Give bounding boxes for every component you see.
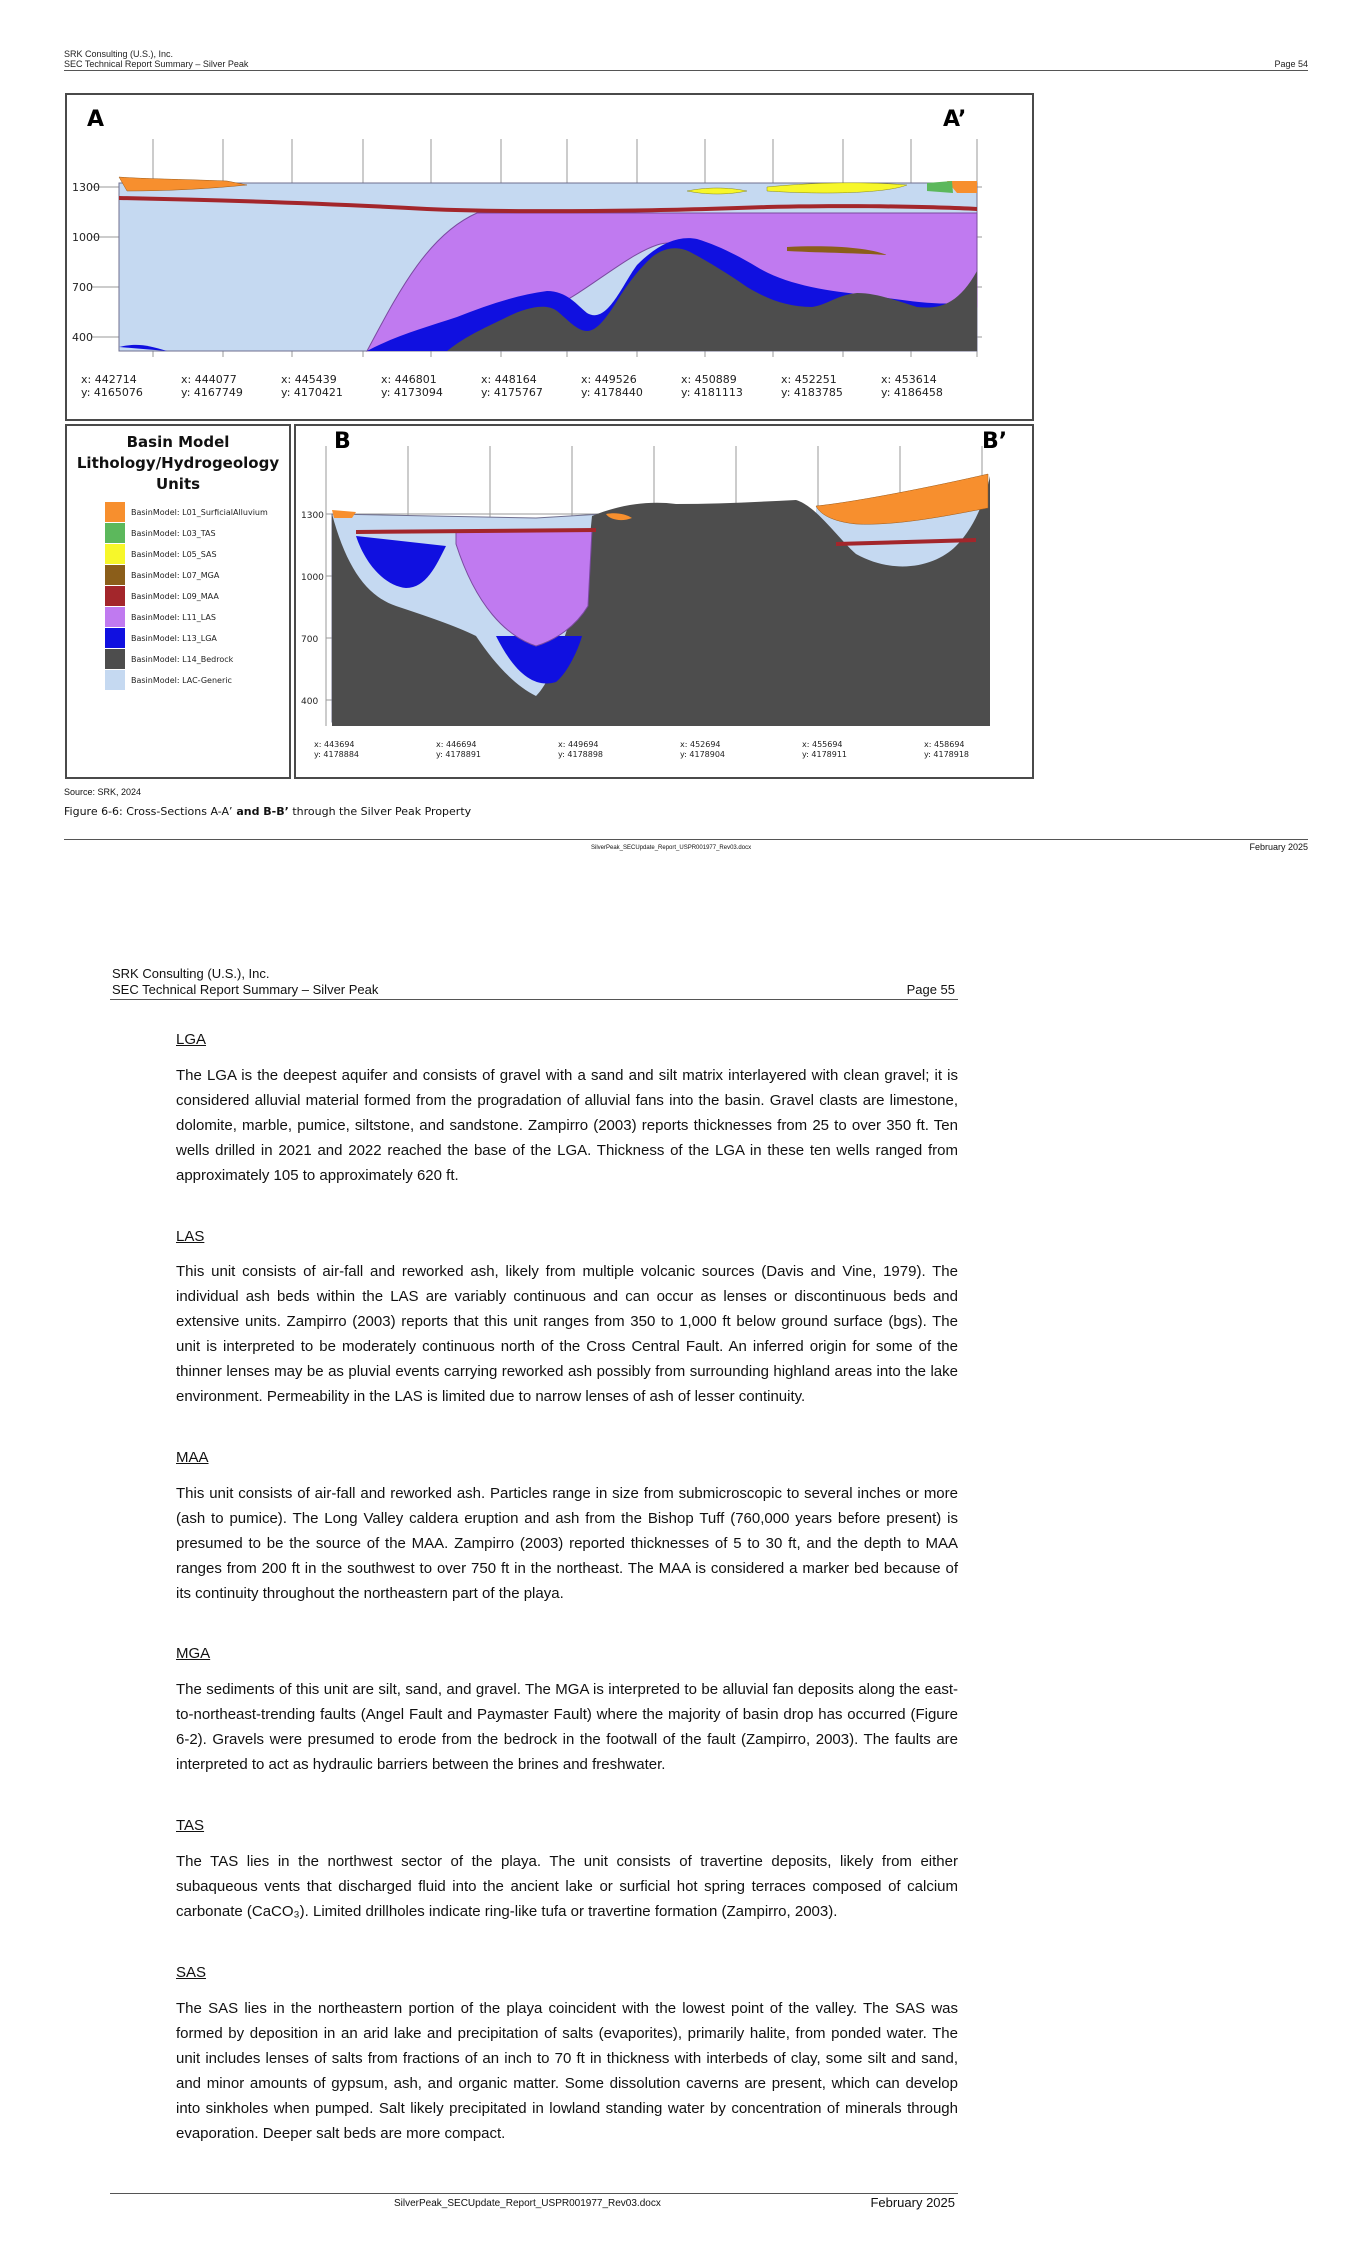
a-coord-y-3: y: 4173094 <box>381 386 443 399</box>
a-coord-x-6: x: 450889 <box>681 373 737 386</box>
a-ytick-1000: 1000 <box>72 231 100 244</box>
p55-page-number: Page 55 <box>906 982 955 997</box>
legend-item <box>105 523 216 543</box>
legend-swatch <box>105 607 125 627</box>
a-coord-y-2: y: 4170421 <box>281 386 343 399</box>
b-ytick-1300: 1300 <box>301 511 324 521</box>
section-title-lga: LGA <box>176 1031 207 1048</box>
section-title-sas: SAS <box>176 1964 207 1981</box>
legend-label: BasinModel: L09_MAA <box>131 591 219 601</box>
legend-item <box>105 670 232 690</box>
section-b-start-label: B <box>334 429 351 454</box>
b-coord-x-4: x: 455694 <box>802 740 843 749</box>
b-coord-x-1: x: 446694 <box>436 740 477 749</box>
legend-swatch <box>105 544 125 564</box>
legend-item <box>105 565 219 585</box>
legend-label: BasinModel: L05_SAS <box>131 549 217 559</box>
legend-swatch <box>105 649 125 669</box>
p54-header-company: SRK Consulting (U.S.), Inc. <box>64 49 174 59</box>
paragraph-lga: The LGA is the deepest aquifer and consists of gravel with a sand and silt matrix interlayered with clean gravel; it is considered alluvial material formed from the progradation of alluvial fans into the basin. Gravel clasts are limestone, dolomite, marble, pumice, siltstone, and sandstone. Zampirro (2003) reports thicknesses from 25 to over 350 ft. Ten wells drilled in 2021 and 2022 reached the base of the LGA. Thickness of the LGA in these ten wells ranged from approximately 105 to approximately 620 ft. <box>176 1067 958 1184</box>
cross-section-b-chart <box>296 426 1032 777</box>
b-coord-x-5: x: 458694 <box>924 740 965 749</box>
caption-suffix: through the Silver Peak Property <box>288 805 472 818</box>
p54-header-rule <box>64 70 1308 71</box>
legend-item <box>105 544 217 564</box>
a-coord-x-8: x: 453614 <box>881 373 937 386</box>
legend-title-line1: Basin Model <box>126 433 230 451</box>
a-coord-x-4: x: 448164 <box>481 373 537 386</box>
p54-footer-file: SilverPeak_SECUpdate_Report_USPR001977_Rev03.docx <box>591 845 752 851</box>
a-coord-x-1: x: 444077 <box>181 373 237 386</box>
legend-swatch <box>105 670 125 690</box>
p55-header-report: SEC Technical Report Summary – Silver Peak <box>112 982 379 997</box>
paragraph-maa: This unit consists of air-fall and reworked ash. Particles range in size from submicroscopic to several inches or more (ash to pumice). The Long Valley caldera eruption and ash from the Bishop Tuff (760,000 years before present) is presumed to be the source of the MAA. Zampirro (2003) reported thicknesses of 5 to 30 ft, and the depth to MAA ranges from 200 ft in the southwest to over 750 ft in the northeast. The MAA is considered a marker bed because of its continuity throughout the northeastern part of the playa. <box>176 1485 958 1602</box>
b-coord-x-3: x: 452694 <box>680 740 721 749</box>
legend-swatch <box>105 523 125 543</box>
a-coord-y-5: y: 4178440 <box>581 386 643 399</box>
legend-item <box>105 649 233 669</box>
section-a-end-label: A’ <box>943 107 967 132</box>
b-ytick-400: 400 <box>301 697 319 707</box>
a-coord-x-7: x: 452251 <box>781 373 837 386</box>
paragraph-tas: The TAS lies in the northwest sector of the playa. The unit consists of travertine deposits, likely from either subaqueous vents that discharged fluid into the ancient lake or surficial hot spring terraces composed of calcium carbonate (CaCO₃). Limited drillholes indicate ring-like tufa or travertine formation (Zampirro, 2003). <box>176 1853 958 1920</box>
legend-item <box>105 607 216 627</box>
legend-label: BasinModel: L01_SurficialAlluvium <box>131 507 268 517</box>
b-coord-x-0: x: 443694 <box>314 740 355 749</box>
section-title-tas: TAS <box>176 1817 205 1834</box>
cross-section-a-chart <box>67 95 1032 419</box>
p55-footer-rule <box>110 2193 958 2194</box>
p55-header-rule <box>110 999 958 1000</box>
caption-bold: and B-B’ <box>232 805 289 818</box>
a-coord-y-0: y: 4165076 <box>81 386 143 399</box>
caption-prefix: Figure 6-6: Cross-Sections A-A’ <box>64 805 233 818</box>
p54-header-report: SEC Technical Report Summary – Silver Peak <box>64 59 249 69</box>
a-coord-y-6: y: 4181113 <box>681 386 743 399</box>
legend-swatch <box>105 628 125 648</box>
a-coord-y-8: y: 4186458 <box>881 386 943 399</box>
b-coord-y-2: y: 4178898 <box>558 750 604 759</box>
cross-section-b <box>294 424 1034 779</box>
p55-header-company: SRK Consulting (U.S.), Inc. <box>112 966 270 981</box>
a-ytick-700: 700 <box>72 281 93 294</box>
legend-item <box>105 586 219 606</box>
a-coord-x-0: x: 442714 <box>81 373 137 386</box>
a-ytick-1300: 1300 <box>72 181 100 194</box>
legend-label: BasinModel: L13_LGA <box>131 633 217 643</box>
p54-footer-rule <box>64 839 1308 840</box>
a-coord-x-5: x: 449526 <box>581 373 637 386</box>
b-coord-y-0: y: 4178884 <box>314 750 360 759</box>
legend-swatch <box>105 565 125 585</box>
b-coord-y-5: y: 4178918 <box>924 750 970 759</box>
legend-label: BasinModel: L03_TAS <box>131 528 216 538</box>
a-coord-y-1: y: 4167749 <box>181 386 243 399</box>
a-ytick-400: 400 <box>72 331 93 344</box>
section-a-start-label: A <box>87 107 105 132</box>
paragraph-las: This unit consists of air-fall and reworked ash, likely from multiple volcanic sources (Davis and Vine, 1979). The individual ash beds within the LAS are variably continuous and can occur as lenses or discontinuous beds and extensive units. Zampirro (2003) reports that this unit ranges from 350 to 1,000 ft below ground surface (bgs). The unit is interpreted to be moderately continuous north of the Cross Central Fault. An inferred origin for some of the thinner lenses may be as pluvial events carrying reworked ash possibly from surrounding highland areas into the lake environment. Permeability in the LAS is limited due to narrow lenses of ash of lesser continuity. <box>176 1263 958 1405</box>
p54-footer-date: February 2025 <box>1249 842 1308 852</box>
p55-footer-date: February 2025 <box>870 2195 955 2210</box>
b-coord-y-3: y: 4178904 <box>680 750 726 759</box>
a-coord-y-7: y: 4183785 <box>781 386 843 399</box>
legend-panel <box>65 424 291 779</box>
section-title-las: LAS <box>176 1228 205 1245</box>
legend-swatch <box>105 586 125 606</box>
p54-page-number: Page 54 <box>1274 59 1308 69</box>
legend-title-line2: Lithology/Hydrogeology Units <box>76 454 280 493</box>
p55-footer-file: SilverPeak_SECUpdate_Report_USPR001977_Rev03.docx <box>394 2198 661 2209</box>
legend-label: BasinModel: L07_MGA <box>131 570 220 580</box>
a-coord-x-2: x: 445439 <box>281 373 337 386</box>
paragraph-sas: The SAS lies in the northeastern portion of the playa coincident with the lowest point of the valley. The SAS was formed by deposition in an arid lake and precipitation of salts (evaporites), primarily halite, from ponded water. The unit includes lenses of salts from fractions of an inch to 70 ft in thickness with interbeds of clay, some silt and sand, and minor amounts of gypsum, ash, and organic matter. Some dissolution caverns are present, which can develop into sinkholes when pumped. Salt likely precipitated in lowland standing water by concentration of minerals through evaporation. Deeper salt beds are more compact. <box>176 2000 958 2142</box>
b-coord-y-4: y: 4178911 <box>802 750 848 759</box>
cross-section-a <box>65 93 1034 421</box>
b-ytick-700: 700 <box>301 635 319 645</box>
b-coord-x-2: x: 449694 <box>558 740 599 749</box>
section-title-maa: MAA <box>176 1449 209 1466</box>
legend-label: BasinModel: L14_Bedrock <box>131 654 234 664</box>
legend-item <box>105 628 217 648</box>
legend-label: BasinModel: LAC-Generic <box>131 675 232 685</box>
paragraph-mga: The sediments of this unit are silt, sand, and gravel. The MGA is interpreted to be alluvial fan deposits along the east-to-northeast-trending faults (Angel Fault and Paymaster Fault) where the majority of basin drop has occurred (Figure 6-2). Gravels were presumed to erode from the bedrock in the footwall of the fault (Zampirro, 2003). The faults are interpreted to act as hydraulic barriers between the brines and freshwater. <box>176 1681 958 1773</box>
figure-source: Source: SRK, 2024 <box>64 787 142 797</box>
a-coord-x-3: x: 446801 <box>381 373 437 386</box>
a-coord-y-4: y: 4175767 <box>481 386 543 399</box>
legend-item <box>105 502 268 522</box>
b-ytick-1000: 1000 <box>301 573 324 583</box>
figure-caption <box>64 805 471 818</box>
legend-label: BasinModel: L11_LAS <box>131 612 216 622</box>
b-coord-y-1: y: 4178891 <box>436 750 482 759</box>
section-b-end-label: B’ <box>982 429 1008 454</box>
section-title-mga: MGA <box>176 1645 211 1662</box>
legend-swatch <box>105 502 125 522</box>
